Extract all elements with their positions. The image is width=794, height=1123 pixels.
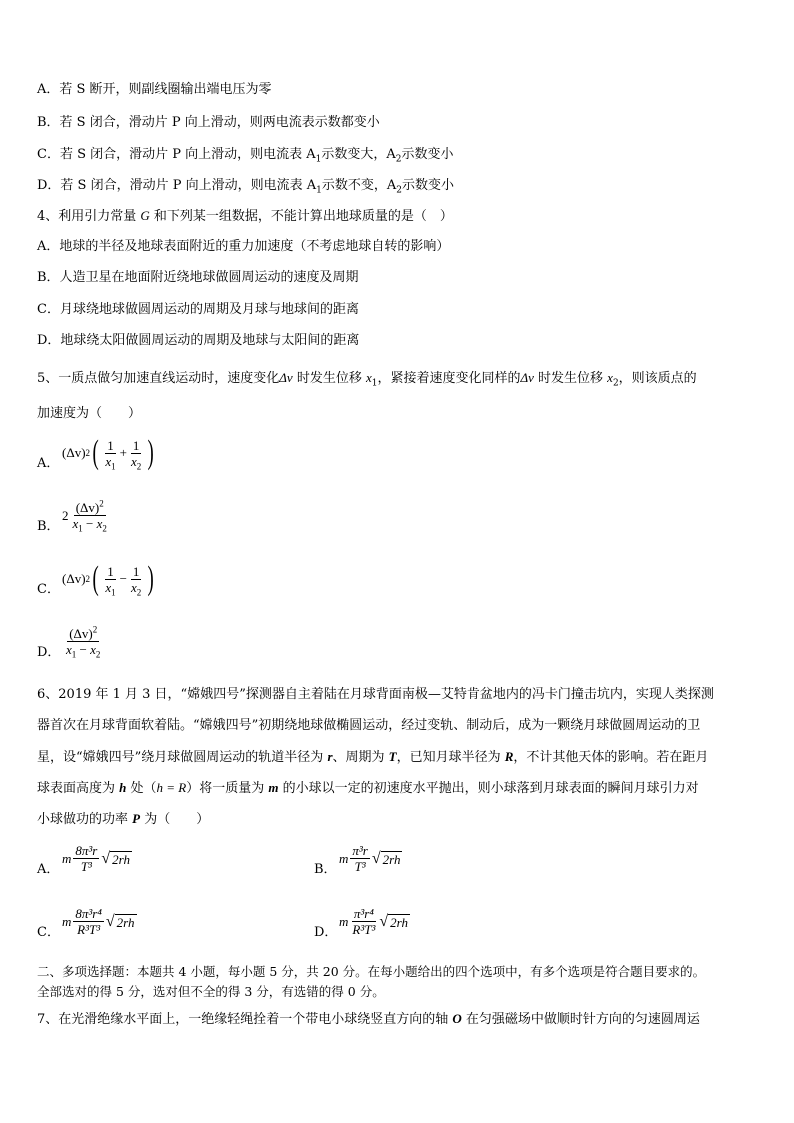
q3-option-a: A．若 S 断开，则副线圈输出端电压为零 bbox=[37, 82, 272, 97]
q5-option-b-label: B． bbox=[37, 519, 60, 534]
q6-stem-line4: 球表面高度为 h 处（h = R）将一质量为 m 的小球以一定的初速度水平抛出，则小球落到月球表面的瞬间月球引力对 bbox=[37, 780, 699, 796]
q6-option-c-label: C． bbox=[37, 925, 60, 940]
q6-stem-line2: 器首次在月球背面软着陆。“嫦娥四号”初期绕地球做椭圆运动，经过变轨、制动后，成为一颗绕月球做圆周运动的卫 bbox=[37, 718, 701, 733]
q5-stem-line2: 加速度为（ ） bbox=[37, 406, 142, 421]
q3-option-b: B．若 S 闭合，滑动片 P 向上滑动，则两电流表示数都变小 bbox=[37, 115, 380, 130]
q5-option-b-formula: 2 $\frac{(\Delta v)^2}{x_1 - x_2}$ bbox=[62, 498, 107, 534]
q4-stem: 4、利用引力常量 G 和下列某一组数据，不能计算出地球质量的是（ ） bbox=[37, 208, 453, 224]
q5-option-a-label: A． bbox=[37, 456, 60, 471]
q6-stem-line1: 6、2019 年 1 月 3 日，“嫦娥四号”探测器自主着陆在月球背面南极—艾特肯盆地内的冯卡门撞击坑内，实现人类探测 bbox=[37, 687, 714, 702]
q5-stem-line1: 5、一质点做匀加速直线运动时，速度变化Δv 时发生位移 $x_1$，紧接着速度变化同样的Δv 时发生位移 $x_2$，则该质点的 bbox=[37, 370, 697, 389]
q7-stem-line1: 7、在光滑绝缘水平面上，一绝缘轻绳拴着一个带电小球绕竖直方向的轴 O 在匀强磁场中做顺时针方向的匀速圆周运 bbox=[37, 1011, 700, 1027]
q3-option-d: D．若 S 闭合，滑动片 P 向上滑动，则电流表 $A_1$示数不变，$A_2$示数变小 bbox=[37, 178, 455, 196]
q6-option-b-formula: m $\frac{\text{π³r}}{\text{T³}}$ √ 2rh bbox=[339, 843, 401, 874]
q6-option-a-label: A． bbox=[37, 862, 60, 877]
q6-option-b-label: B． bbox=[314, 862, 337, 877]
q6-option-d-formula: m $\frac{\text{π³r⁴}}{\text{R³T³}}$ √ 2rh bbox=[339, 906, 408, 937]
q3-option-c: C．若 S 闭合，滑动片 P 向上滑动，则电流表 $A_1$示数变大，$A_2$示数变小 bbox=[37, 147, 454, 165]
q6-stem-line3: 星，设“嫦娥四号”绕月球做圆周运动的轨道半径为 r、周期为 T，已知月球半径为 R，不计其他天体的影响。若在距月 bbox=[37, 749, 709, 765]
q5-option-d-label: D． bbox=[37, 645, 61, 660]
q4-option-a: A．地球的半径及地球表面附近的重力加速度（不考虑地球自转的影响） bbox=[37, 239, 450, 254]
q6-option-c-formula: m $\frac{\text{8π³r⁴}}{\text{R³T³}}$ √ 2rh bbox=[62, 906, 135, 937]
q5-option-c-formula: (Δv) 2 ( $\frac{1}{x_1}$ − $\frac{1}{x_2}$ ) bbox=[62, 560, 155, 598]
section2-instructions-line1: 二、多项选择题：本题共 4 小题，每小题 5 分，共 20 分。在每小题给出的四个选项中，有多个选项是符合题目要求的。 bbox=[37, 964, 706, 979]
q4-option-d: D．地球绕太阳做圆周运动的周期及地球与太阳间的距离 bbox=[37, 333, 360, 348]
q6-stem-line5: 小球做功的功率 P 为（ ） bbox=[37, 811, 210, 827]
q4-option-b: B．人造卫星在地面附近绕地球做圆周运动的速度及周期 bbox=[37, 270, 359, 285]
q4-option-c: C．月球绕地球做圆周运动的周期及月球与地球间的距离 bbox=[37, 302, 359, 317]
q5-option-c-label: C． bbox=[37, 582, 60, 597]
q6-option-a-formula: m $\frac{\text{8π³r}}{\text{T³}}$ √ 2rh bbox=[62, 843, 130, 874]
q5-option-a-formula: (Δv) 2 ( $\frac{1}{x_1}$ + $\frac{1}{x_2}$ ) bbox=[62, 434, 155, 472]
q5-option-d-formula: $\frac{(\Delta v)^2}{x_1 - x_2}$ bbox=[66, 624, 101, 660]
q6-option-d-label: D． bbox=[314, 925, 338, 940]
section2-instructions-line2: 全部选对的得 5 分，选对但不全的得 3 分，有选错的得 0 分。 bbox=[37, 984, 385, 999]
